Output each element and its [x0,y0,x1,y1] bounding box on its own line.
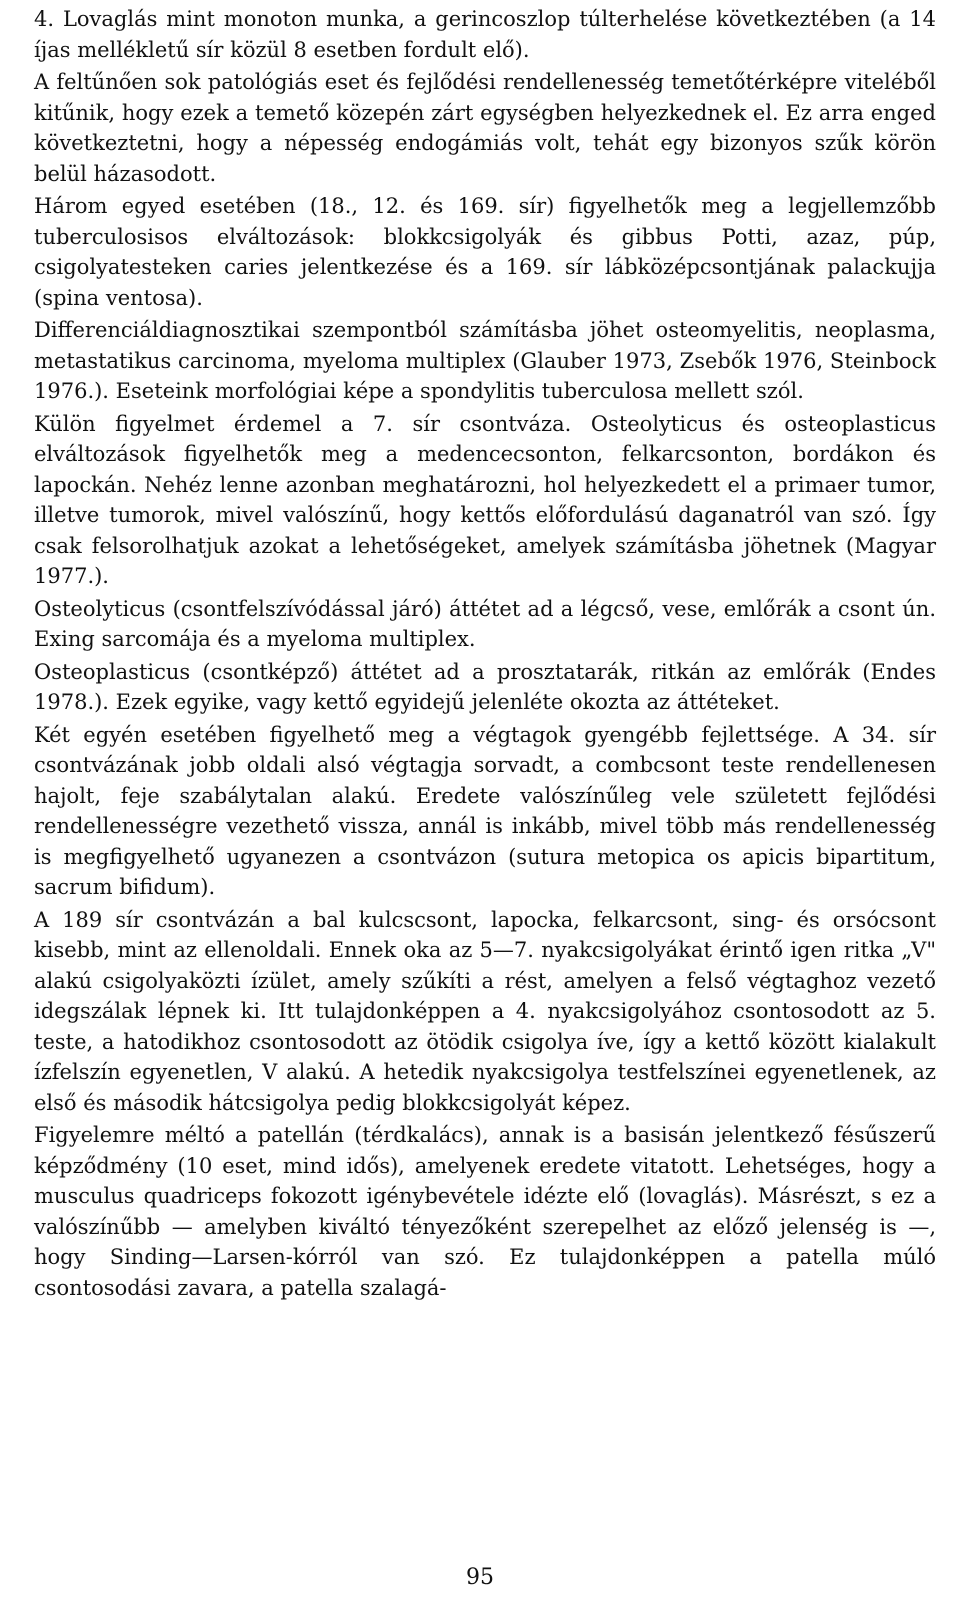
paragraph-osteoplasticus: Osteoplasticus (csontképző) áttétet ad a prosztatarák, ritkán az emlőrák (Endes 1978.). Ezek egyike, vagy kettő egyidejű jelenléte okozta az áttéteket. [34,659,936,714]
paragraph-tuberculosis: Három egyed esetében (18., 12. és 169. sír) figyelhetők meg a legjellemzőbb tuberculosisos elváltozások: blokkcsigolyák és gibbus Potti, azaz, púp, csigolyatesteken caries jelentkezése és a 169. sír lábközépcsontjának palackujja (spina ventosa). [34,194,936,310]
paragraph-patella: Figyelemre méltó a patellán (térdkalács), annak is a basisán jelentkező fésűszerű képződmény (10 eset, mind idős), amelyenek eredete vitatott. Lehetséges, hogy a musculus quadriceps fokozott igénybevétele idézte elő (lovaglás). Másrészt, s ez a valószínűbb — amelyben kiváltó tényezőként szerepelhet az előző jelenség is —, hogy Sinding—Larsen-kórról van szó. Ez tulajdonképpen a patella múló csontosodási zavara, a patella szalagá- [34,1123,936,1300]
paragraph-vegtag: Két egyén esetében figyelhető meg a végtagok gyengébb fejlettsége. A 34. sír csontvázának jobb oldali alsó végtagja sorvadt, a combcsont teste rendellenesen hajolt, feje szabálytalan alakú. Eredete valószínűleg vele született fejlődési rendellenességre vezethető vissza, annál is inkább, mivel több más rendellenesség is megfigyelhető ugyanezen a csontvázon (sutura metopica os apicis bipartitum, sacrum bifidum). [34,722,936,899]
page-number: 95 [466,1565,494,1590]
paragraph-osteolyticus: Osteolyticus (csontfelszívódással járó) áttétet ad a légcső, vese, emlőrák a csont ún. Exing sarcomája és a myeloma multiplex. [34,596,936,651]
paragraph-lovaglas: 4. Lovaglás mint monoton munka, a gerincoszlop túlterhelése következtében (a 14 íjas mellékletű sír közül 8 esetben fordult elő). [34,7,936,62]
paragraph-differencial-diagnosis: Differenciáldiagnosztikai szempontból számításba jöhet osteomyelitis, neoplasma, metastatikus carcinoma, myeloma multiplex (Glauber 1973, Zsebők 1976, Steinbock 1976.). Eseteink morfológiai képe a spondylitis tuberculosa mellett szól. [34,318,936,403]
paragraph-189-sir: A 189 sír csontvázán a bal kulcscsont, lapocka, felkarcsont, sing- és orsócsont kisebb, mint az ellenoldali. Ennek oka az 5—7. nyakcsigolyákat érintő igen ritka „V" alakú csigolyaközti ízület, amely szűkíti a rést, amelyen a felső végtaghoz vezető idegszálak lépnek ki. Itt tulajdonképpen a 4. nyakcsigolyához csontosodott az 5. teste, a hatodikhoz csontosodott az ötödik csigolya íve, így a kettő között kialakult ízfelszín egyenetlen, V alakú. A hetedik nyakcsigolya testfelszínei egyenetlenek, az első és második hátcsigolya pedig blokkcsigolyát képez. [34,907,936,1115]
paragraph-tumor: Külön figyelmet érdemel a 7. sír csontváza. Osteolyticus és osteoplasticus elváltozások figyelhetők meg a medencecsonton, felkarcsonton, bordákon és lapockán. Nehéz lenne azonban meghatározni, hol helyezkedett el a primaer tumor, illetve tumorok, mivel valószínű, hogy kettős előfordulású daganatról van szó. Így csak felsorolhatjuk azokat a lehetőségeket, amelyek számításba jöhetnek (Magyar 1977.). [34,411,936,588]
paragraph-endogamia: A feltűnően sok patológiás eset és fejlődési rendellenesség temetőtérképre viteléből kitűnik, hogy ezek a temető közepén zárt egységben helyezkednek el. Ez arra enged következtetni, hogy a népesség endogámiás volt, tehát egy bizonyos szűk körön belül házasodott. [34,70,936,186]
